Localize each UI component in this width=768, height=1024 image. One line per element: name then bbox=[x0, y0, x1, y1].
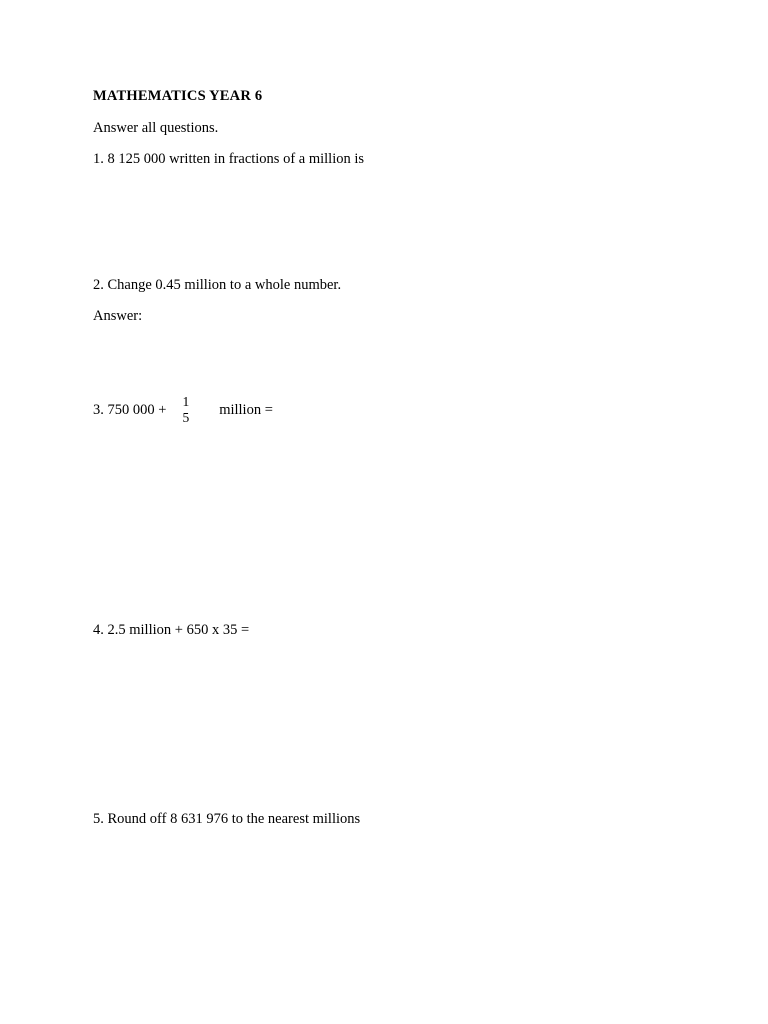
question-4: 4. 2.5 million + 650 x 35 = bbox=[93, 622, 250, 638]
question-3 bbox=[93, 394, 273, 426]
question-3-prefix: 3. 750 000 + bbox=[93, 402, 167, 418]
question-1: 1. 8 125 000 written in fractions of a million is bbox=[93, 151, 365, 167]
question-3-suffix: million = bbox=[219, 402, 273, 418]
question-2: 2. Change 0.45 million to a whole number. bbox=[93, 277, 342, 293]
fraction-denominator: 5 bbox=[182, 410, 190, 425]
fraction-numerator: 1 bbox=[182, 394, 190, 409]
question-5: 5. Round off 8 631 976 to the nearest millions bbox=[93, 811, 361, 827]
worksheet-title: MATHEMATICS YEAR 6 bbox=[93, 88, 263, 104]
fraction-one-fifth bbox=[182, 394, 189, 426]
instruction-text: Answer all questions. bbox=[93, 120, 219, 136]
question-2-answer-label: Answer: bbox=[93, 308, 143, 324]
